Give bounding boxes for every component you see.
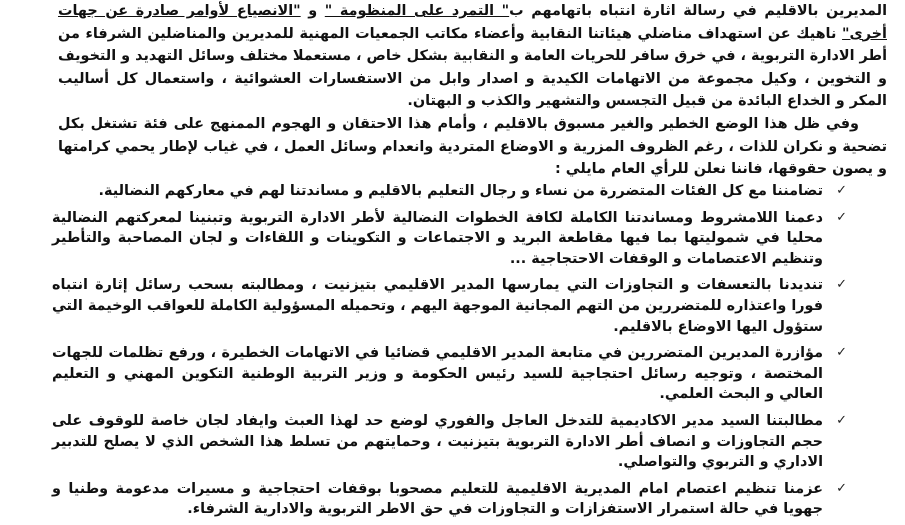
quoted-accusation-2: "الانصياع لأوامر صادرة عن جهات أخرى"	[58, 3, 887, 42]
list-item	[52, 479, 847, 520]
list-item-text: مؤازرة المديرين المتضررين في متابعة المدير الاقليمي قضائيا في الاتهامات الخطيرة ، ورفع تظلمات للجهات المختصة ، وتوجيه رسائل احتجاجية للسيد رئيس الحكومة و وزير التربية الوطنية التكوين المهني و التعليم العالي و البحث العلمي.	[52, 345, 823, 403]
quoted-accusation-1: " التمرد على المنظومة "	[324, 3, 510, 19]
list-item	[52, 343, 847, 405]
demands-list	[52, 181, 847, 520]
intro-paragraph-2: وفي ظل هذا الوضع الخطير والغير مسبوق بالاقليم ، وأمام هذا الاحتقان و الهجوم الممنهج على فئة تشتغل بكل تضحية و نكران للذات ، رغم الظروف المزرية و الاوضاع المتردية وانعدام وسائل العمل ، في غياب لإطار يحمي كرامتها و يصون حقوقها، فاننا نعلن للرأي العام مايلي :	[58, 115, 887, 178]
list-item-text: تنديدنا بالتعسفات و التجاوزات التي يمارسها المدير الاقليمي بتيزنيت ، ومطالبته بسحب رسائل إثارة انتباه فورا واعتذاره للمتضررين من التهم المجانية الموجهة اليهم ، وتحميله المسؤولية الكاملة للعواقب الوخيمة التي ستؤول اليها الاوضاع بالاقليم.	[52, 277, 823, 335]
checkmark-icon: ✓	[836, 183, 847, 198]
checkmark-icon: ✓	[836, 412, 847, 428]
list-item-text: عزمنا تنظيم اعتصام امام المديرية الاقليمية للتعليم مصحوبا بوقفات احتجاجية و مسيرات مدعومة وطنيا و جهويا في حالة استمرار الاستفزازات و التجاوزات في حق الاطر التربوية والادارية الشرفاء.	[52, 480, 823, 518]
list-item	[52, 208, 847, 270]
checkmark-icon: ✓	[836, 345, 847, 361]
list-item-text: مطالبتنا السيد مدير الاكاديمية للتدخل العاجل والفوري لوضع حد لهذا العبث وايفاد لجان خاصة للوقوف على حجم التجاوزات و انصاف أطر الادارة التربوية بتيزنيت ، وحمايتهم من تسلط هذا الشخص الذي لا يصلح للتدبير الاداري و التربوي والتواصلي.	[52, 412, 823, 471]
document-intro	[58, 0, 887, 181]
list-item	[52, 275, 847, 337]
list-item	[52, 181, 847, 202]
list-item-text: تضامننا مع كل الفئات المتضررة من نساء و رجال التعليم بالاقليم و مساندتنا لهم في معاركهم النضالية.	[98, 183, 823, 199]
checkmark-icon: ✓	[836, 209, 847, 225]
intro-conjunction: و	[300, 3, 325, 19]
intro-paragraph-1	[58, 0, 887, 113]
checkmark-icon: ✓	[836, 277, 847, 293]
list-item	[52, 411, 847, 473]
list-item-text: دعمنا اللامشروط ومساندتنا الكاملة لكافة الخطوات النضالية لأطر الادارة التربوية وتبنينا لمعركتهم النضالية محليا في شموليتها بما فيها مقاطعة البريد و الاجتماعات و التكوينات و اللقاءات و لجان المصاحبة والتأطير وتنظيم الاعتصامات و الوقفات الاحتجاجية ...	[52, 209, 823, 267]
checkmark-icon: ✓	[836, 480, 847, 496]
intro-paragraph-1-rest: ناهيك عن استهداف مناضلي هيئاتنا النقابية وأعضاء مكاتب الجمعيات المهنية للمديرين والمناضلين الشرفاء من أطر الادارة التربوية ، في خرق سافر للحريات العامة و النقابية بشكل خاص ، مستعملا مختلف وسائل التهديد و التخويف و التخوين ، وكيل مجموعة من الاتهامات الكيدية و اصدار وابل من الاستفسارات العشوائية ، واستعمال كل أساليب المكر و الخداع البائدة من قبيل التجسس والتشهير والكذب و البهتان.	[58, 25, 887, 110]
intro-line1-text: المديرين بالاقليم في رسالة اثارة انتباه باتهامهم ب	[509, 3, 888, 19]
